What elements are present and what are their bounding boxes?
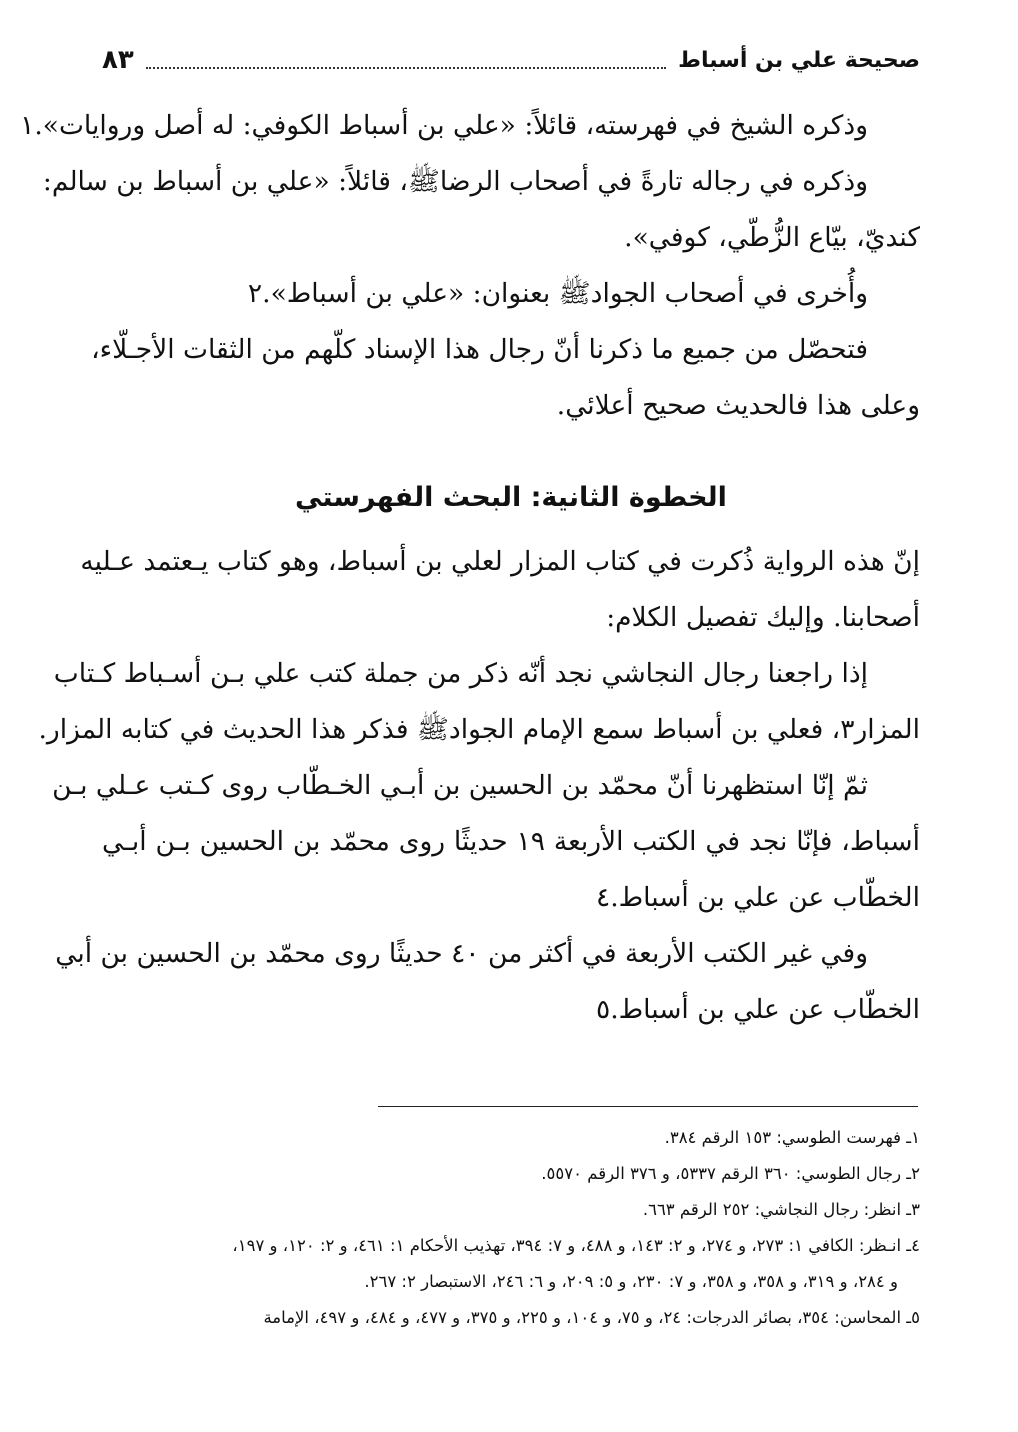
text-line: ثمّ إنّا استظهرنا أنّ محمّد بن الحسين بن أبـي الخـطّاب روى كـتب عـلي بـن <box>52 770 868 801</box>
text-line: الخطّاب عن علي بن أسباط.٤ <box>595 882 920 913</box>
text-line: وأُخرى في أصحاب الجوادﷺ بعنوان: «علي بن أسباط».٢ <box>247 278 868 309</box>
page-number: ٨٣ <box>102 45 134 75</box>
main-text <box>20 98 921 1038</box>
dotted-leader <box>146 67 666 69</box>
text-line: أسباط، فإنّا نجد في الكتب الأربعة ١٩ حديثًا روى محمّد بن الحسين بـن أبـي <box>102 826 921 857</box>
text-line: وذكره في رجاله تارةً في أصحاب الرضاﷺ، قائلاً: «علي بن أسباط بن سالم: <box>42 166 868 197</box>
text-line: إذا راجعنا رجال النجاشي نجد أنّه ذكر من جملة كتب علي بـن أسـباط كـتاب <box>53 658 868 689</box>
text-line: وفي غير الكتب الأربعة في أكثر من ٤٠ حديثًا روى محمّد بن الحسين بن أبي <box>55 938 868 969</box>
footnote: ١ـ فهرست الطوسي: ١٥٣ الرقم ٣٨٤. <box>664 1128 920 1147</box>
text-line: كنديّ، بيّاع الزُّطّي، كوفي». <box>624 222 920 253</box>
text-line: أصحابنا. وإليك تفصيل الكلام: <box>606 602 920 633</box>
footnote-separator <box>378 1106 918 1107</box>
footnotes <box>102 1120 920 1336</box>
text-line: وعلى هذا فالحديث صحيح أعلائي. <box>556 390 920 421</box>
section-heading: الخطوة الثانية: البحث الفهرستي <box>295 482 727 513</box>
running-title: صحيحة علي بن أسباط <box>678 47 920 73</box>
text-line: الخطّاب عن علي بن أسباط.٥ <box>595 994 920 1025</box>
footnote: ٥ـ المحاسن: ٣٥٤، بصائر الدرجات: ٢٤، و ٧٥، و ١٠٤، و ٢٢٥، و ٣٧٥، و ٤٧٧، و ٤٨٤، و ٤٩٧، الإمامة <box>263 1308 920 1327</box>
text-line: فتحصّل من جميع ما ذكرنا أنّ رجال هذا الإسناد كلّهم من الثقات الأجـلّاء، <box>91 334 868 365</box>
text-line: المزار٣، فعلي بن أسباط سمع الإمام الجوادﷺ فذكر هذا الحديث في كتابه المزار. <box>38 714 920 745</box>
footnote-continuation: و ٢٨٤، و ٣١٩، و ٣٥٨، و ٣٥٨، و ٧: ٢٣٠، و ٥: ٢٠٩، و ٦: ٢٤٦، الاستبصار ٢: ٢٦٧. <box>364 1272 898 1291</box>
footnote: ٤ـ انـظر: الكافي ١: ٢٧٣، و ٢٧٤، و ٢: ١٤٣، و ٤٨٨، و ٧: ٣٩٤، تهذيب الأحكام ١: ٤٦١، و ٢: ١٢٠، و ١٩٧، <box>232 1236 920 1255</box>
text-line: إنّ هذه الرواية ذُكرت في كتاب المزار لعلي بن أسباط، وهو كتاب يـعتمد عـليه <box>80 546 920 577</box>
text-line: وذكره الشيخ في فهرسته، قائلاً: «علي بن أسباط الكوفي: له أصل وروايات».١ <box>20 110 868 141</box>
footnote: ٣ـ انظر: رجال النجاشي: ٢٥٢ الرقم ٦٦٣. <box>642 1200 920 1219</box>
footnote: ٢ـ رجال الطوسي: ٣٦٠ الرقم ٥٣٣٧، و ٣٧٦ الرقم ٥٥٧٠. <box>541 1164 920 1183</box>
page-header <box>102 38 920 82</box>
